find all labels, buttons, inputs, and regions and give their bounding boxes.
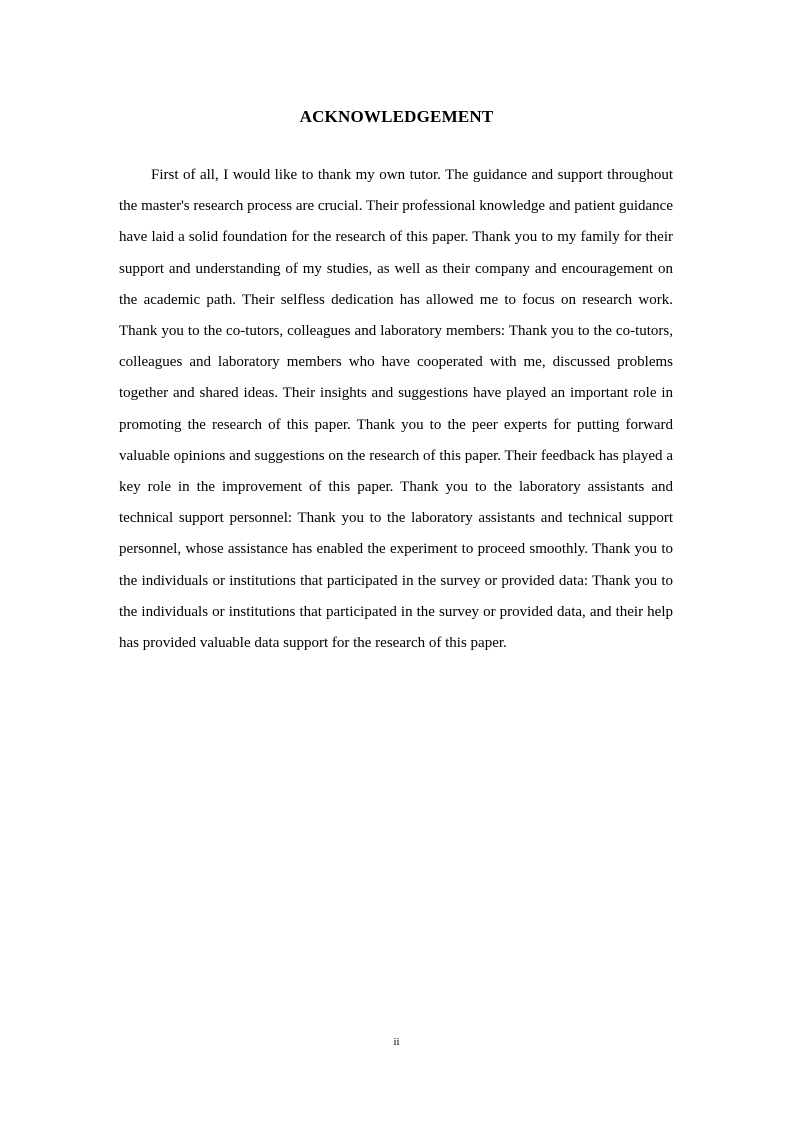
acknowledgement-paragraph: First of all, I would like to thank my own tutor. The guidance and support throughout the master's research process are crucial. Their professional knowledge and patient guidance have laid a solid foundation for the research of this paper. Thank you to my family for their support and understanding of my studies, as well as their company and encouragement on the academic path. Their selfless dedication has allowed me to focus on research work. Thank you to the co-tutors, colleagues and laboratory members: Thank you to the co-tutors, colleagues and laboratory members who have cooperated with me, discussed problems together and shared ideas. Their insights and suggestions have played an important role in promoting the research of this paper. Thank you to the peer experts for putting forward valuable opinions and suggestions on the research of this paper. Their feedback has played a key role in the improvement of this paper. Thank you to the laboratory assistants and technical support personnel: Thank you to the laboratory assistants and technical support personnel, whose assistance has enabled the experiment to proceed smoothly. Thank you to the individuals or institutions that participated in the survey or provided data: Thank you to the individuals or institutions that participated in the survey or provided data, and their help has provided valuable data support for the research of this paper. <box>119 167 673 652</box>
page-number: ii <box>393 1036 400 1048</box>
page-title: ACKNOWLEDGEMENT <box>299 107 494 126</box>
